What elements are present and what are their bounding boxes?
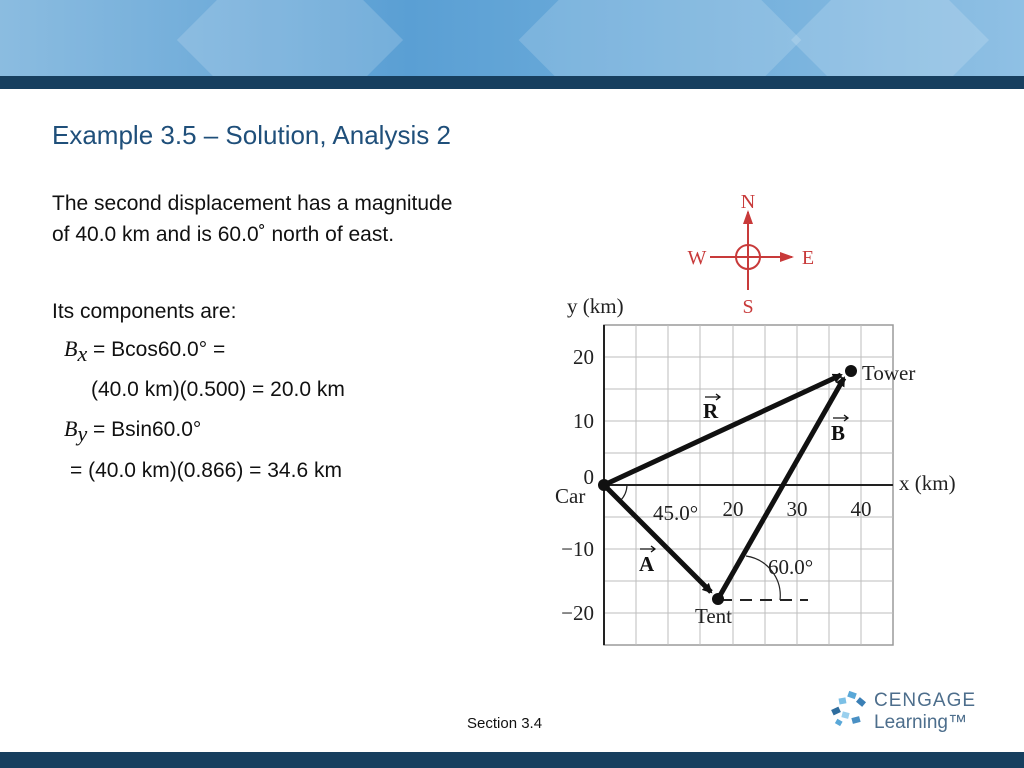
x-axis-label: x (km) [899, 471, 956, 495]
compass-east-label: E [801, 247, 815, 269]
header-rule [0, 76, 1024, 89]
y-tick-label: 10 [573, 409, 594, 433]
displacement-paragraph: The second displacement has a magnitude of 40.0 km and is 60.0˚ north of east. [52, 192, 453, 246]
logo-wordmark: CENGAGE [874, 690, 977, 711]
car-point [598, 479, 610, 491]
compass-south-label: S [742, 296, 754, 318]
compass-west-label: W [687, 247, 707, 269]
section-label: Section 3.4 [467, 715, 543, 732]
by-value: = (40.0 km)(0.866) = 34.6 km [70, 459, 342, 482]
displacement-diagram [540, 185, 980, 655]
bx-subscript: x [77, 341, 88, 367]
tower-label: Tower [862, 361, 916, 385]
vector-b-label: B [831, 421, 846, 445]
bx-expression: = Bcos60.0° = [87, 338, 226, 361]
y-tick-label: 0 [583, 465, 594, 489]
vector-a-label: A [639, 552, 655, 576]
car-label: Car [555, 484, 586, 508]
y-tick-label: −10 [561, 537, 594, 561]
by-subscript: y [77, 421, 88, 447]
angle-b-label: 60.0° [768, 555, 814, 579]
x-tick-label: 20 [722, 497, 744, 521]
header-banner [0, 0, 1024, 76]
cengage-logo [830, 688, 980, 738]
y-axis-label: y (km) [567, 294, 624, 318]
y-tick-label: −20 [561, 601, 594, 625]
tower-point [845, 365, 857, 377]
logo-subtitle: Learning™ [874, 712, 967, 733]
angle-a-label: 45.0° [653, 501, 699, 525]
vector-r [604, 375, 841, 485]
vector-r-label: R [703, 399, 719, 423]
x-tick-label: 30 [786, 497, 808, 521]
slide-title: Example 3.5 – Solution, Analysis 2 [52, 120, 451, 150]
by-expression: = Bsin60.0° [87, 418, 202, 441]
bx-equation [64, 336, 225, 367]
x-tick-label: 40 [850, 497, 872, 521]
y-tick-label: 20 [573, 345, 594, 369]
by-symbol: B [64, 416, 78, 441]
compass-north-label: N [740, 191, 756, 213]
footer-rule [0, 752, 1024, 768]
components-intro: Its components are: [52, 300, 237, 323]
by-equation [64, 416, 201, 447]
cengage-logo-icon [830, 690, 870, 730]
bx-symbol: B [64, 336, 78, 361]
tent-label: Tent [695, 604, 733, 628]
compass [688, 191, 815, 318]
bx-value: (40.0 km)(0.500) = 20.0 km [91, 378, 345, 401]
